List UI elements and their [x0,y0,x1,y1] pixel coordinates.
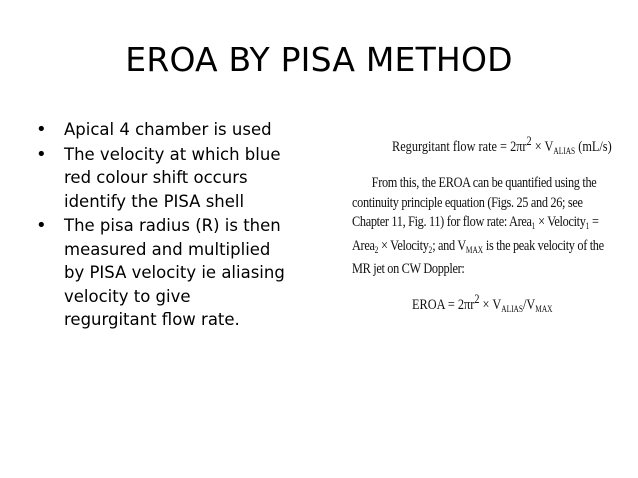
bullet-item [36,214,326,332]
bullet-item [36,118,326,142]
excerpt-line: MR jet on CW Doppler: [352,261,465,277]
excerpt-line: From this, the EROA can be quantified using the [371,175,597,191]
bullet-item [36,143,326,214]
formula-expression: Regurgitant flow rate = $2\pi r^2 \times V_{ALIAS}$ (mL/s) [392,134,612,156]
bullet-text: The velocity at which blue red colour shift occurs identify the PISA shell [64,144,281,211]
bullet-marker: • [36,143,47,165]
bullet-marker: • [36,215,47,236]
formula-expression: EROA = $2\pi r^2 \times V_{ALIAS}/V_{MAX}$ [412,291,553,314]
bullet-text: Apical 4 chamber is used [64,120,272,139]
excerpt-line: Chapter 11, Fig. 11) for flow rate: Area$_1$ × Velocity$_1$ = [352,214,599,231]
excerpt-line: continuity principle equation (Figs. 25 and 26; see [352,194,583,211]
textbook-excerpt-image [352,130,622,320]
bullet-list [36,118,326,333]
eroa-formula [412,288,622,320]
regurgitant-flow-rate-formula [392,130,622,162]
excerpt-line: Area$_2$ × Velocity$_2$; and $V_{MAX}$ is the peak velocity of the [352,237,604,255]
bullet-text: The pisa radius (R) is then measured and multiplied by PISA velocity ie aliasing velocity to give regurgitant flow rate. [64,216,285,329]
bullet-marker: • [36,119,47,140]
slide-title: EROA BY PISA METHOD [125,40,513,79]
